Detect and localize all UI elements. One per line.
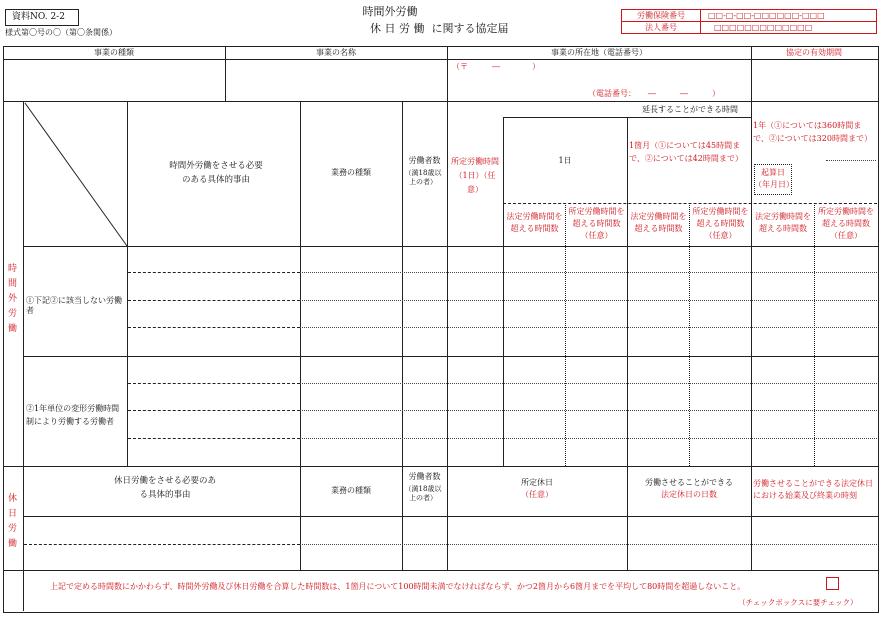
holiday-worker-count-header: 労働者数: [408, 472, 441, 481]
business-type-header: 事業の種類: [94, 48, 134, 57]
one-year-header: 1年（①については360時間まで、②については320時間まで）: [753, 121, 872, 143]
doc-number: 資料NO. 2-2: [12, 12, 65, 22]
diagonal-line: [23, 101, 128, 247]
overtime-worker-count-header: 労働者数: [408, 156, 441, 165]
postal-code-field[interactable]: （〒 ― ）: [452, 62, 540, 71]
form-title-line1: 時間外労働: [362, 5, 418, 18]
overtime-reason-header: 時間外労働をさせる必要のある具体的事由: [169, 161, 263, 185]
year-legal-exceed: 法定労働時間を超える時間数: [755, 212, 811, 233]
start-date-label: 起算日（年月日）: [754, 168, 794, 189]
day-legal-exceed: 法定労働時間を超える時間数: [506, 212, 563, 233]
day-scheduled-exceed: 所定労働時間を超える時間数（任意）: [568, 207, 625, 240]
scheduled-holiday-sub: （任意）: [521, 490, 553, 499]
holiday-reason-header: 休日労働をさせる必要のある具体的事由: [113, 476, 216, 500]
insurance-number-value[interactable]: □□-□-□□-□□□□□□-□□□: [708, 11, 825, 20]
month-scheduled-exceed: 所定労働時間を超える時間数（任意）: [692, 207, 749, 240]
business-location-header: 事業の所在地（電話番号）: [551, 48, 647, 57]
legal-holiday-days-line1: 労働させることができる: [645, 478, 733, 487]
form-title-line2: 休 日 労 働 に関する協定届: [370, 22, 509, 35]
validity-header: 協定の有効期間: [786, 48, 842, 57]
holiday-side-label: 休日労働: [8, 494, 18, 549]
month-legal-exceed: 法定労働時間を超える時間数: [630, 212, 687, 233]
checkbox-note: （チェックボックスに要チェック）: [738, 598, 858, 607]
legal-holiday-days-line2: 法定休日の日数: [661, 490, 717, 499]
corporate-number-value[interactable]: □□□□□□□□□□□□□: [714, 23, 813, 32]
form-number: 様式第〇号の〇（第〇条関係）: [5, 28, 117, 37]
holiday-work-type-header: 業務の種類: [331, 486, 371, 495]
business-name-header: 事業の名称: [316, 48, 356, 57]
holiday-worker-count-sub: （満18歳以上の者）: [404, 485, 442, 502]
form-frame: [3, 46, 879, 613]
insurance-number-label: 労働保険番号: [637, 11, 685, 20]
overtime-side-label: 時間外労働: [8, 264, 18, 334]
scheduled-hours-header: 所定労働時間（1日）（任意）: [451, 157, 499, 194]
confirm-checkbox[interactable]: [826, 577, 839, 590]
year-scheduled-exceed: 所定労働時間を超える時間数（任意）: [818, 207, 874, 240]
row2-label: ②1年単位の変形労働時間制により労働する労働者: [26, 404, 120, 426]
row1-label: ①下記②に該当しない労働者: [26, 296, 122, 315]
corporate-number-label: 法人番号: [645, 23, 677, 32]
holiday-start-end-header: 労働させることができる法定休日における始業及び終業の時刻: [753, 479, 873, 500]
one-day-header: 1日: [558, 156, 572, 165]
footer-note: 上記で定める時間数にかかわらず、時間外労働及び休日労働を合算した時間数は、1箇月について100時間未満でなければならず、かつ2箇月から6箇月までを平均して80時間を超過しないこと。: [50, 582, 746, 591]
scheduled-holiday-header: 所定休日: [521, 478, 553, 487]
extend-time-header: 延長することができる時間: [642, 105, 738, 114]
overtime-worker-count-sub: （満18歳以上の者）: [404, 169, 442, 186]
overtime-work-type-header: 業務の種類: [331, 168, 371, 177]
one-month-header: 1箇月（①については45時間まで、②については42時間まで）: [629, 141, 743, 163]
phone-field[interactable]: （電話番号： ― ― ）: [588, 89, 720, 98]
